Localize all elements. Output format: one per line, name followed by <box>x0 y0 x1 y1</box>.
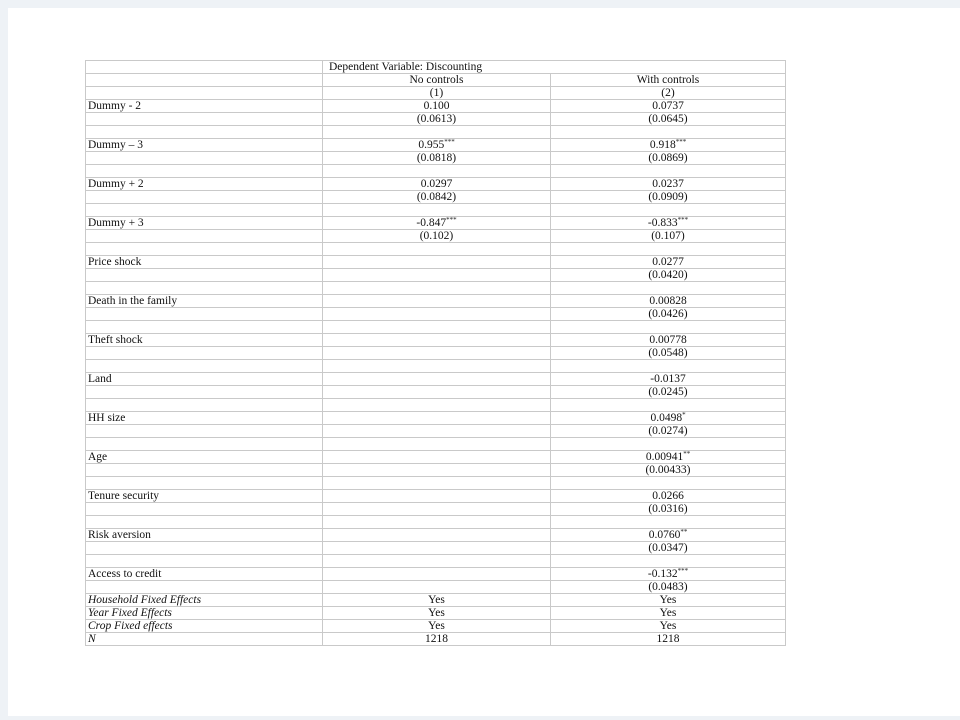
standard-error-row <box>86 152 786 165</box>
standard-error-row <box>86 269 786 282</box>
col1-coefficient <box>323 490 551 503</box>
dependent-variable-label: Dependent Variable: Discounting <box>323 61 786 74</box>
empty-label-cell <box>86 152 323 165</box>
significance-stars: *** <box>446 216 457 224</box>
col2-standard-error: (0.0909) <box>551 191 786 204</box>
col2-coefficient <box>551 529 786 542</box>
coefficient-value: 0.0737 <box>652 100 684 112</box>
col2-standard-error: (0.0316) <box>551 503 786 516</box>
col1-name: No controls <box>323 74 551 87</box>
empty-label-cell <box>86 230 323 243</box>
spacer-cell <box>551 360 786 373</box>
col1-footer-value: Yes <box>323 620 551 633</box>
standard-error-row <box>86 113 786 126</box>
col2-coefficient <box>551 490 786 503</box>
variable-label: Price shock <box>86 256 323 269</box>
coefficient-row <box>86 373 786 386</box>
spacer-row <box>86 438 786 451</box>
coefficient-value: 0.0498 <box>650 412 683 424</box>
col1-footer-value: Yes <box>323 607 551 620</box>
spacer-row <box>86 321 786 334</box>
fixed-effects-row <box>86 594 786 607</box>
col2-standard-error: (0.0548) <box>551 347 786 360</box>
empty-label-cell <box>86 542 323 555</box>
col1-coefficient <box>323 217 551 230</box>
coefficient-value: 0.0237 <box>652 178 684 190</box>
spacer-cell <box>323 282 551 295</box>
variable-label: Dummy - 2 <box>86 100 323 113</box>
spacer-cell <box>551 243 786 256</box>
col2-coefficient <box>551 178 786 191</box>
header-row-names <box>86 74 786 87</box>
header-row-numbers <box>86 87 786 100</box>
col2-coefficient <box>551 373 786 386</box>
standard-error-row <box>86 308 786 321</box>
col2-coefficient <box>551 568 786 581</box>
coefficient-row <box>86 451 786 464</box>
fixed-effects-row <box>86 633 786 646</box>
spacer-row <box>86 399 786 412</box>
coefficient-value: 0.00778 <box>649 334 687 346</box>
spacer-cell <box>551 165 786 178</box>
col1-standard-error <box>323 425 551 438</box>
footer-label: Household Fixed Effects <box>86 594 323 607</box>
variable-label: Access to credit <box>86 568 323 581</box>
spacer-cell <box>86 399 323 412</box>
spacer-cell <box>86 555 323 568</box>
standard-error-row <box>86 464 786 477</box>
spacer-cell <box>323 126 551 139</box>
col1-coefficient <box>323 256 551 269</box>
standard-error-row <box>86 542 786 555</box>
spacer-cell <box>86 282 323 295</box>
significance-stars: * <box>682 411 686 419</box>
spacer-cell <box>551 321 786 334</box>
spacer-cell <box>86 165 323 178</box>
col1-coefficient <box>323 568 551 581</box>
regression-table <box>85 60 786 646</box>
coefficient-row <box>86 529 786 542</box>
col1-standard-error <box>323 464 551 477</box>
coefficient-value: 0.0277 <box>652 256 684 268</box>
col2-standard-error: (0.00433) <box>551 464 786 477</box>
col1-standard-error <box>323 581 551 594</box>
empty-label-cell <box>86 464 323 477</box>
spacer-cell <box>551 438 786 451</box>
coefficient-row <box>86 256 786 269</box>
standard-error-row <box>86 347 786 360</box>
col2-standard-error: (0.0483) <box>551 581 786 594</box>
col1-coefficient <box>323 100 551 113</box>
spacer-cell <box>551 126 786 139</box>
variable-label: Tenure security <box>86 490 323 503</box>
spacer-cell <box>86 477 323 490</box>
significance-stars: *** <box>675 138 687 146</box>
coefficient-value: -0.833 <box>647 217 678 229</box>
significance-stars: *** <box>444 138 455 146</box>
col1-standard-error: (0.102) <box>323 230 551 243</box>
col2-coefficient <box>551 295 786 308</box>
col2-coefficient <box>551 412 786 425</box>
standard-error-row <box>86 581 786 594</box>
significance-stars: ** <box>683 450 691 458</box>
coefficient-row <box>86 100 786 113</box>
coefficient-row <box>86 139 786 152</box>
coefficient-value: -0.847 <box>416 217 447 229</box>
coefficient-value: -0.132 <box>647 568 678 580</box>
variable-label: Age <box>86 451 323 464</box>
coefficient-row <box>86 568 786 581</box>
spacer-row <box>86 516 786 529</box>
empty-label-cell <box>86 113 323 126</box>
col2-footer-value: Yes <box>551 620 786 633</box>
spacer-cell <box>86 204 323 217</box>
coefficient-value: 0.00828 <box>649 295 687 307</box>
coefficient-row <box>86 490 786 503</box>
col1-standard-error <box>323 386 551 399</box>
coefficient-value: -0.0137 <box>650 373 686 385</box>
spacer-row <box>86 165 786 178</box>
significance-stars: *** <box>677 216 689 224</box>
spacer-cell <box>323 360 551 373</box>
standard-error-row <box>86 230 786 243</box>
empty-label-cell <box>86 308 323 321</box>
coefficient-row <box>86 334 786 347</box>
footer-label: Year Fixed Effects <box>86 607 323 620</box>
header-empty-cell <box>86 87 323 100</box>
spacer-row <box>86 282 786 295</box>
coefficient-row <box>86 217 786 230</box>
variable-label: Dummy + 3 <box>86 217 323 230</box>
col1-coefficient <box>323 295 551 308</box>
coefficient-value: 0.0760 <box>648 529 681 541</box>
col2-footer-value: 1218 <box>551 633 786 646</box>
header-empty-cell <box>86 61 323 74</box>
col1-coefficient <box>323 529 551 542</box>
fixed-effects-row <box>86 620 786 633</box>
col2-coefficient <box>551 256 786 269</box>
col1-coefficient <box>323 373 551 386</box>
spacer-cell <box>551 477 786 490</box>
col1-standard-error: (0.0842) <box>323 191 551 204</box>
col2-standard-error: (0.0245) <box>551 386 786 399</box>
col2-footer-value: Yes <box>551 594 786 607</box>
variable-label: Dummy + 2 <box>86 178 323 191</box>
col2-standard-error: (0.0420) <box>551 269 786 282</box>
col1-standard-error: (0.0613) <box>323 113 551 126</box>
empty-label-cell <box>86 191 323 204</box>
variable-label: Land <box>86 373 323 386</box>
variable-label: Death in the family <box>86 295 323 308</box>
spacer-cell <box>551 399 786 412</box>
coefficient-value: 0.00941 <box>645 451 684 463</box>
spacer-row <box>86 555 786 568</box>
variable-label: Risk aversion <box>86 529 323 542</box>
col1-standard-error <box>323 269 551 282</box>
col2-coefficient <box>551 334 786 347</box>
col2-standard-error: (0.107) <box>551 230 786 243</box>
significance-stars: *** <box>677 567 689 575</box>
standard-error-row <box>86 425 786 438</box>
col2-standard-error: (0.0274) <box>551 425 786 438</box>
standard-error-row <box>86 503 786 516</box>
spacer-cell <box>86 243 323 256</box>
spacer-row <box>86 360 786 373</box>
header-row-dependent <box>86 61 786 74</box>
spacer-cell <box>323 204 551 217</box>
col1-coefficient <box>323 412 551 425</box>
spacer-cell <box>86 360 323 373</box>
coefficient-value: 0.918 <box>649 139 676 151</box>
col2-standard-error: (0.0347) <box>551 542 786 555</box>
spacer-cell <box>86 321 323 334</box>
variable-label: Theft shock <box>86 334 323 347</box>
col1-standard-error: (0.0818) <box>323 152 551 165</box>
regression-table-image <box>85 60 789 653</box>
col2-coefficient <box>551 139 786 152</box>
spacer-cell <box>551 282 786 295</box>
col1-standard-error <box>323 308 551 321</box>
col2-number: (2) <box>551 87 786 100</box>
col2-coefficient <box>551 100 786 113</box>
spacer-cell <box>323 243 551 256</box>
footer-label: Crop Fixed effects <box>86 620 323 633</box>
col1-number: (1) <box>323 87 551 100</box>
col1-coefficient <box>323 451 551 464</box>
coefficient-value: 0.0266 <box>652 490 684 502</box>
coefficient-value: 0.0297 <box>420 178 453 190</box>
col2-name: With controls <box>551 74 786 87</box>
spacer-cell <box>551 516 786 529</box>
spacer-cell <box>323 516 551 529</box>
coefficient-row <box>86 295 786 308</box>
spacer-cell <box>323 165 551 178</box>
spacer-cell <box>551 555 786 568</box>
coefficient-value: 0.955 <box>418 139 445 151</box>
empty-label-cell <box>86 581 323 594</box>
col2-standard-error: (0.0426) <box>551 308 786 321</box>
footer-label: N <box>86 633 323 646</box>
spacer-row <box>86 126 786 139</box>
spacer-row <box>86 477 786 490</box>
col1-footer-value: 1218 <box>323 633 551 646</box>
empty-label-cell <box>86 347 323 360</box>
spacer-cell <box>551 204 786 217</box>
standard-error-row <box>86 386 786 399</box>
spacer-row <box>86 243 786 256</box>
spacer-cell <box>323 555 551 568</box>
spacer-cell <box>323 477 551 490</box>
col1-standard-error <box>323 347 551 360</box>
variable-label: Dummy – 3 <box>86 139 323 152</box>
empty-label-cell <box>86 269 323 282</box>
col1-standard-error <box>323 542 551 555</box>
col2-standard-error: (0.0869) <box>551 152 786 165</box>
coefficient-value: 0.100 <box>423 100 450 112</box>
spacer-row <box>86 204 786 217</box>
col1-coefficient <box>323 139 551 152</box>
variable-label: HH size <box>86 412 323 425</box>
empty-label-cell <box>86 503 323 516</box>
col1-coefficient <box>323 334 551 347</box>
col2-coefficient <box>551 451 786 464</box>
empty-label-cell <box>86 386 323 399</box>
spacer-cell <box>323 399 551 412</box>
col1-coefficient <box>323 178 551 191</box>
top-frame-bar <box>0 0 960 8</box>
col1-standard-error <box>323 503 551 516</box>
fixed-effects-row <box>86 607 786 620</box>
col2-standard-error: (0.0645) <box>551 113 786 126</box>
coefficient-row <box>86 178 786 191</box>
significance-stars: ** <box>680 528 688 536</box>
empty-label-cell <box>86 425 323 438</box>
bottom-frame-bar <box>0 716 960 720</box>
coefficient-row <box>86 412 786 425</box>
col2-footer-value: Yes <box>551 607 786 620</box>
spacer-cell <box>323 438 551 451</box>
spacer-cell <box>86 516 323 529</box>
col2-coefficient <box>551 217 786 230</box>
spacer-cell <box>323 321 551 334</box>
standard-error-row <box>86 191 786 204</box>
left-frame-bar <box>0 0 8 720</box>
header-empty-cell <box>86 74 323 87</box>
spacer-cell <box>86 438 323 451</box>
col1-footer-value: Yes <box>323 594 551 607</box>
spacer-cell <box>86 126 323 139</box>
